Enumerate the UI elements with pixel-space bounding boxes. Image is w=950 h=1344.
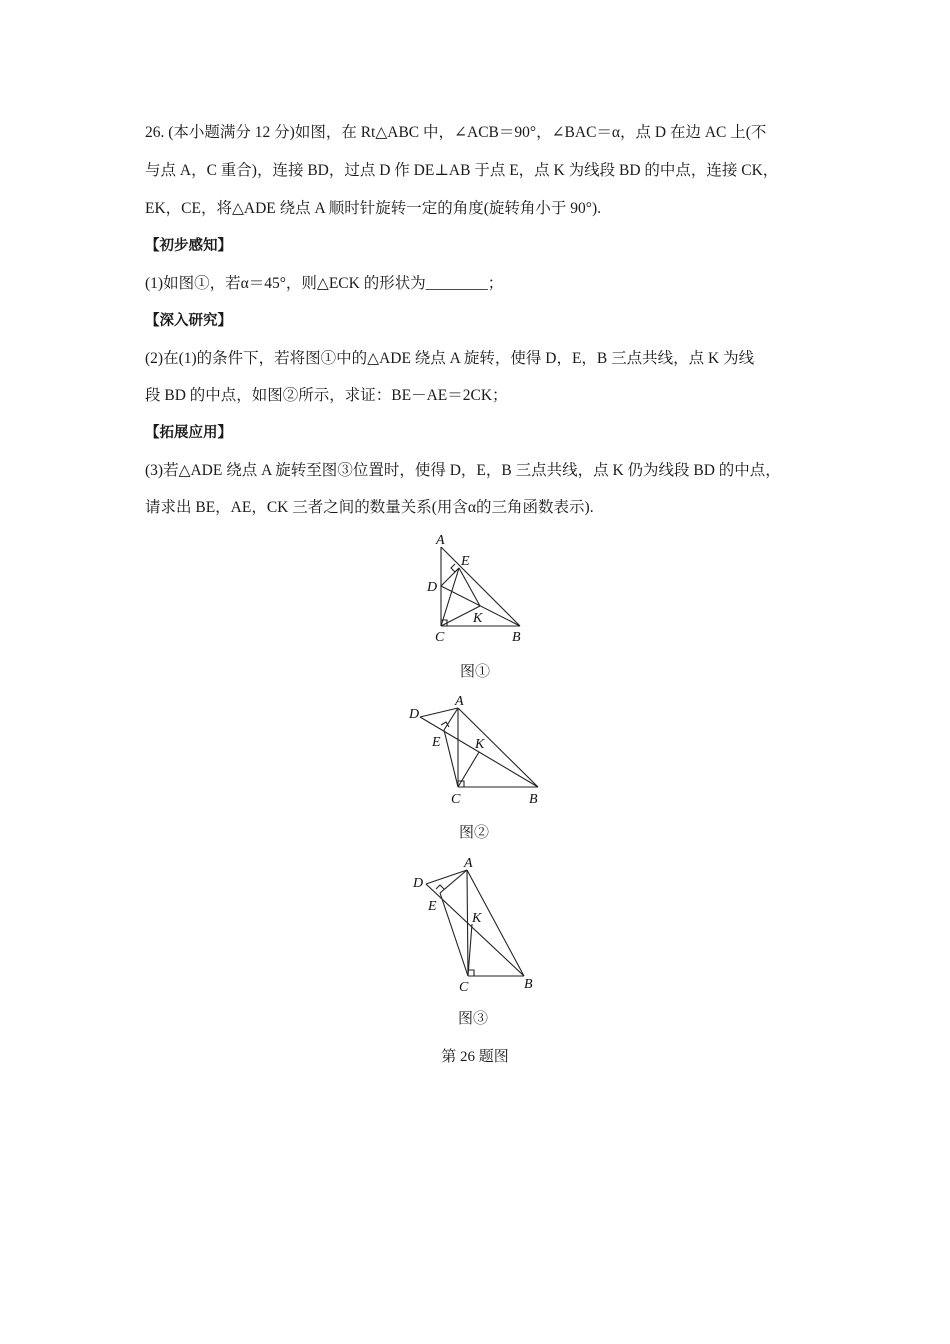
question-2-line-2: 段 BD 的中点，如图②所示，求证：BE－AE＝2CK； bbox=[145, 387, 508, 404]
problem-intro-line-2: 与点 A，C 重合)，连接 BD，过点 D 作 DE⊥AB 于点 E，点 K 为线段 BD 的中点，连接 CK， bbox=[145, 162, 779, 179]
fig2-label-k: K bbox=[475, 737, 485, 752]
fig3-label-b: B bbox=[524, 977, 533, 992]
figure-2-caption: 图② bbox=[458, 825, 489, 841]
fig1-label-c: C bbox=[435, 630, 445, 645]
question-2-line-1: (2)在(1)的条件下，若将图①中的△ADE 绕点 A 旋转，使得 D，E，B 三点共线，点 K 为线 bbox=[145, 350, 755, 367]
question-3-line-1: (3)若△ADE 绕点 A 旋转至图③位置时，使得 D，E，B 三点共线，点 K 仍为线段 BD 的中点， bbox=[145, 462, 781, 479]
question-3-line-2: 请求出 BE，AE，CK 三者之间的数量关系(用含α的三角函数表示). bbox=[145, 499, 594, 516]
fig1-label-b: B bbox=[512, 630, 521, 645]
fig3-label-a: A bbox=[464, 856, 473, 871]
question-1-text: (1)如图①，若α＝45°，则△ECK 的形状为________； bbox=[145, 275, 504, 292]
fig3-label-d: D bbox=[413, 876, 424, 891]
fig1-label-e: E bbox=[461, 554, 470, 569]
problem-intro-line-1: 26. (本小题满分 12 分)如图，在 Rt△ABC 中，∠ACB＝90°，∠BAC＝α，点 D 在边 AC 上(不 bbox=[145, 124, 767, 141]
section-heading-extension: 【拓展应用】 bbox=[145, 425, 232, 441]
fig1-label-k: K bbox=[473, 611, 483, 626]
section-heading-initial: 【初步感知】 bbox=[145, 238, 232, 254]
figure-1-caption: 图① bbox=[459, 664, 490, 680]
fig2-label-c: C bbox=[451, 792, 461, 807]
section-heading-research: 【深入研究】 bbox=[145, 313, 232, 329]
figure-3-caption: 图③ bbox=[457, 1011, 488, 1027]
problem-intro-line-3: EK，CE，将△ADE 绕点 A 顺时针旋转一定的角度(旋转角小于 90°). bbox=[145, 200, 601, 217]
fig3-label-c: C bbox=[459, 980, 469, 995]
fig3-label-k: K bbox=[472, 911, 482, 926]
fig2-label-b: B bbox=[529, 792, 538, 807]
fig2-label-a: A bbox=[455, 694, 464, 709]
fig2-label-d: D bbox=[409, 707, 420, 722]
problem-figure-caption: 第 26 题图 bbox=[441, 1049, 509, 1065]
fig1-label-a: A bbox=[436, 533, 445, 548]
fig2-label-e: E bbox=[432, 735, 441, 750]
fig1-label-d: D bbox=[427, 580, 438, 595]
fig3-label-e: E bbox=[428, 899, 437, 914]
